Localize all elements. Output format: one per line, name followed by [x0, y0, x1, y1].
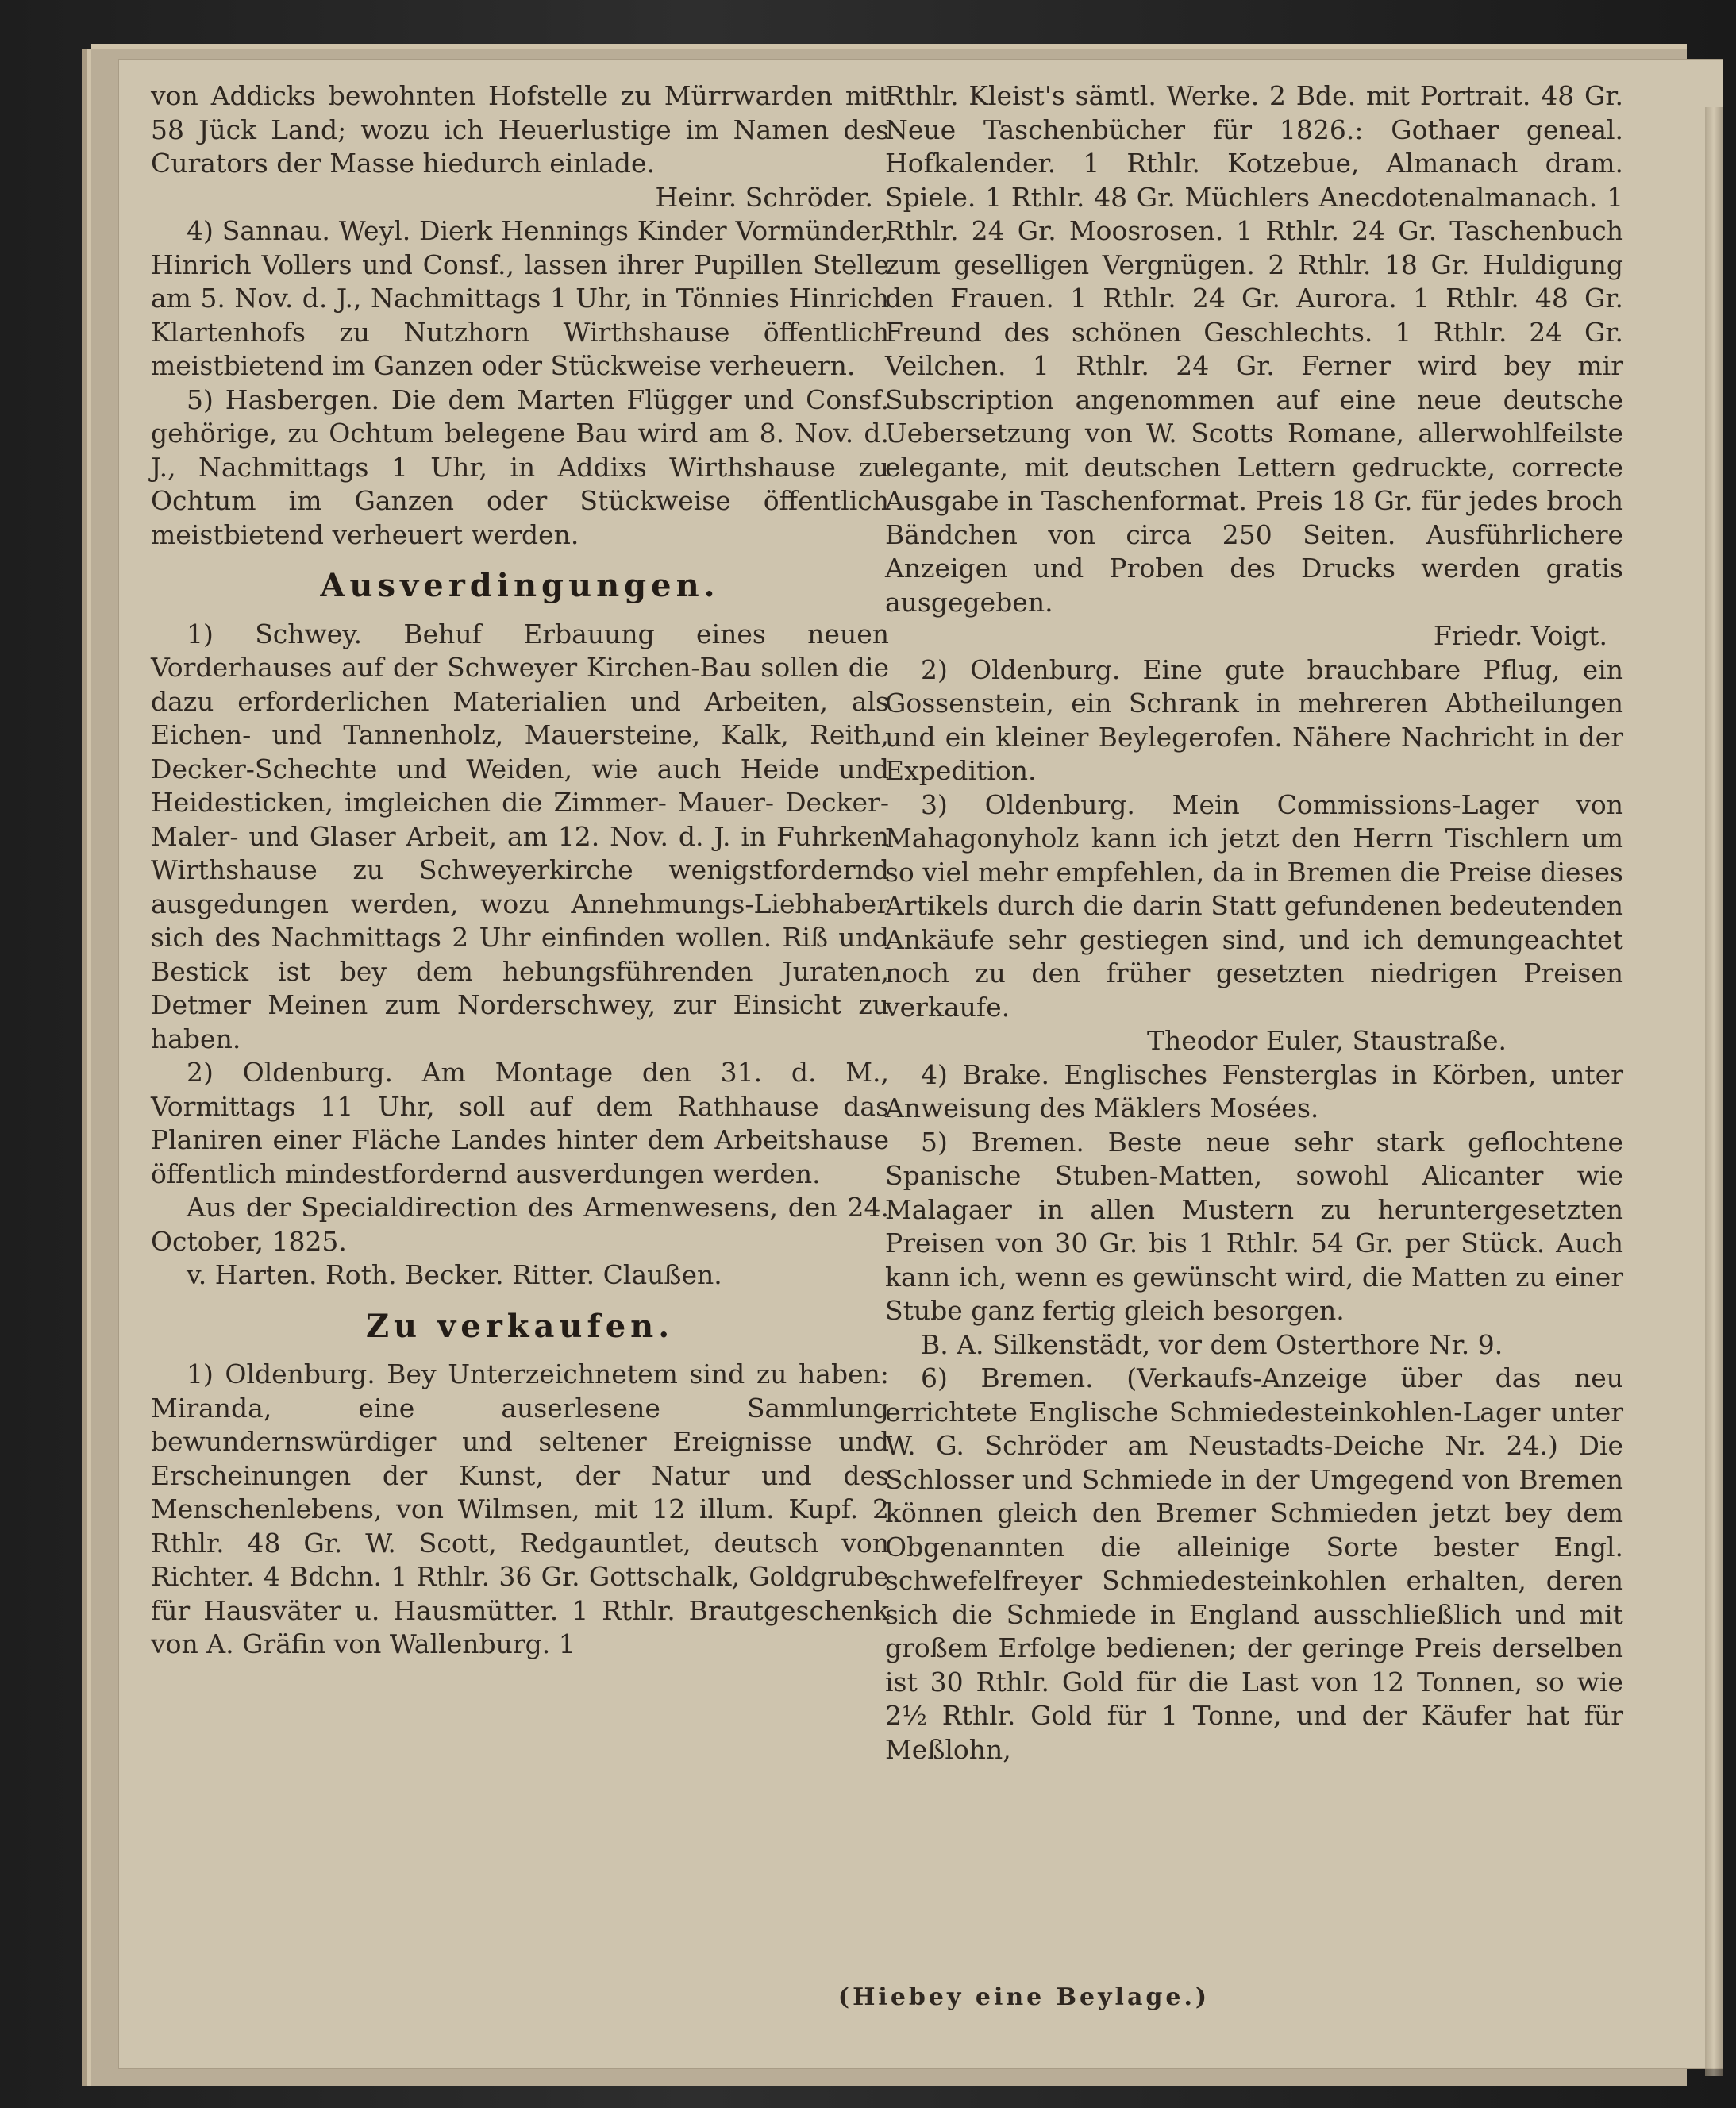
paragraph: 2) Oldenburg. Eine gute brauchbare Pflug, ein Gossenstein, ein Schrank in mehreren Abtheilungen und ein kleiner Beylegerofen. Nähere Nachricht in der Expedition.	[885, 653, 1623, 786]
paragraph: von Addicks bewohnten Hofstelle zu Mürrwarden mit 58 Jück Land; wozu ich Heuerlustige im Namen des Curators der Masse hiedurch einlade.	[151, 80, 889, 179]
paragraph: 4) Sannau. Weyl. Dierk Hennings Kinder Vormünder, Hinrich Vollers und Consf., lassen ihrer Pupillen Stelle am 5. Nov. d. J., Nachmittags 1 Uhr, in Tönnies Hinrich Klartenhofs zu Nutzhorn Wirthshause öffentlich meistbietend im Ganzen oder Stückweise verheuern.	[151, 215, 889, 381]
section-heading: Zu verkaufen.	[365, 1307, 675, 1345]
paragraph: 6) Bremen. (Verkaufs-Anzeige über das neu errichtete Englische Schmiedesteinkohlen-Lager unter W. G. Schröder am Neustadts-Deiche Nr. 24.) Die Schlosser und Schmiede in der Umgegend von Bremen können gleich den Bremer Schmieden jetzt bey dem Obgenannten die alleinige Sorte bester Engl. schwefelfreyer Schmiedesteinkohlen erhalten, deren sich die Schmiede in England ausschließlich und mit großem Erfolge bedienen; der geringe Preis derselben ist 30 Rthlr. Gold für die Last von 12 Tonnen, so wie 2½ Rthlr. Gold für 1 Tonne, und der Käufer hat für Meßlohn,	[885, 1362, 1623, 1765]
section-heading: Ausverdingungen.	[320, 567, 720, 604]
paragraph: 5) Bremen. Beste neue sehr stark geflochtene Spanische Stuben-Matten, sowohl Alicanter wie Malagaer in allen Mustern zu heruntergesetzten Preisen von 30 Gr. bis 1 Rthlr. 54 Gr. per Stück. Auch kann ich, wenn es gewünscht wird, die Matten zu einer Stube ganz fertig gleich besorgen.	[885, 1126, 1623, 1326]
paragraph: 5) Hasbergen. Die dem Marten Flügger und Consf. gehörige, zu Ochtum belegene Bau wird am 8. Nov. d. J., Nachmittags 1 Uhr, in Addixs Wirthshause zu Ochtum im Ganzen oder Stückweise öffentlich meistbietend verheuert werden.	[151, 383, 889, 550]
signature: Theodor Euler, Staustraße.	[1147, 1025, 1507, 1056]
paragraph: Rthlr. Kleist's sämtl. Werke. 2 Bde. mit Portrait. 48 Gr. Neue Taschenbücher für 1826.: Gothaer geneal. Hofkalender. 1 Rthlr. Kotzebue, Almanach dram. Spiele. 1 Rthlr. 48 Gr. Müchlers Anecdotenalmanach. 1 Rthlr. 24 Gr. Moosrosen. 1 Rthlr. 24 Gr. Taschenbuch zum geselligen Vergnügen. 2 Rthlr. 18 Gr. Huldigung den Frauen. 1 Rthlr. 24 Gr. Aurora. 1 Rthlr. 48 Gr. Freund des schönen Geschlechts. 1 Rthlr. 24 Gr. Veilchen. 1 Rthlr. 24 Gr. Ferner wird bey mir Subscription angenommen auf eine neue deutsche Uebersetzung von W. Scotts Romane, allerwohlfeilste elegante, mit deutschen Lettern gedruckte, correcte Ausgabe in Taschenformat. Preis 18 Gr. für jedes broch Bändchen von circa 250 Seiten. Ausführlichere Anzeigen und Proben des Drucks werden gratis ausgegeben.	[885, 80, 1623, 618]
signature-line: B. A. Silkenstädt, vor dem Osterthore Nr. 9.	[921, 1328, 1503, 1360]
paragraph: 3) Oldenburg. Mein Commissions-Lager von Mahagonyholz kann ich jetzt den Herrn Tischlern um so viel mehr empfehlen, da in Bremen die Preise dieses Artikels durch die darin Statt gefundenen bedeutenden Ankäufe sehr gestiegen sind, und ich demungeachtet noch zu den früher gesetzten niedrigen Preisen verkaufe.	[885, 788, 1623, 1023]
left-text-column	[151, 79, 889, 1662]
paragraph: 1) Oldenburg. Bey Unterzeichnetem sind zu haben: Miranda, eine auserlesene Sammlung bewundernswürdiger und seltener Ereignisse und Erscheinungen der Kunst, der Natur und des Menschenlebens, von Wilmsen, mit 12 illum. Kupf. 2 Rthlr. 48 Gr. W. Scott, Redgauntlet, deutsch von Richter. 4 Bdchn. 1 Rthlr. 36 Gr. Gottschalk, Goldgrube für Hausväter u. Hausmütter. 1 Rthlr. Brautgeschenk von A. Gräfin von Wallenburg. 1	[151, 1358, 889, 1659]
page-gutter-shadow	[1705, 107, 1723, 2076]
paragraph: 2) Oldenburg. Am Montage den 31. d. M., Vormittags 11 Uhr, soll auf dem Rathhause das Planiren einer Fläche Landes hinter dem Arbeitshause öffentlich mindestfordernd ausverdungen werden.	[151, 1057, 889, 1189]
signature: Friedr. Voigt.	[1433, 620, 1607, 651]
paragraph: 4) Brake. Englisches Fensterglas in Körben, unter Anweisung des Mäklers Mosées.	[885, 1058, 1623, 1123]
paragraph: Aus der Specialdirection des Armenwesens, den 24. October, 1825.	[151, 1192, 889, 1257]
signature-line: v. Harten. Roth. Becker. Ritter. Claußen.	[187, 1259, 722, 1290]
signature: Heinr. Schröder.	[655, 181, 873, 213]
paragraph: 1) Schwey. Behuf Erbauung eines neuen Vorderhauses auf der Schweyer Kirchen-Bau sollen die dazu erforderlichen Materialien und Arbeiten, als Eichen- und Tannenholz, Mauersteine, Kalk, Reith, Decker-Schechte und Weiden, wie auch Heide und Heidesticken, imgleichen die Zimmer- Mauer- Decker- Maler- und Glaser Arbeit, am 12. Nov. d. J. in Fuhrken Wirthshause zu Schweyerkirche wenigstfordernd ausgedungen werden, wozu Annehmungs-Liebhaber sich des Nachmittags 2 Uhr einfinden wollen. Riß und Bestick ist bey dem hebungsführenden Juraten, Detmer Meinen zum Norderschwey, zur Einsicht zu haben.	[151, 618, 889, 1054]
footer-note: (Hiebey eine Beylage.)	[837, 1983, 1211, 2011]
right-text-column	[885, 79, 1623, 1767]
